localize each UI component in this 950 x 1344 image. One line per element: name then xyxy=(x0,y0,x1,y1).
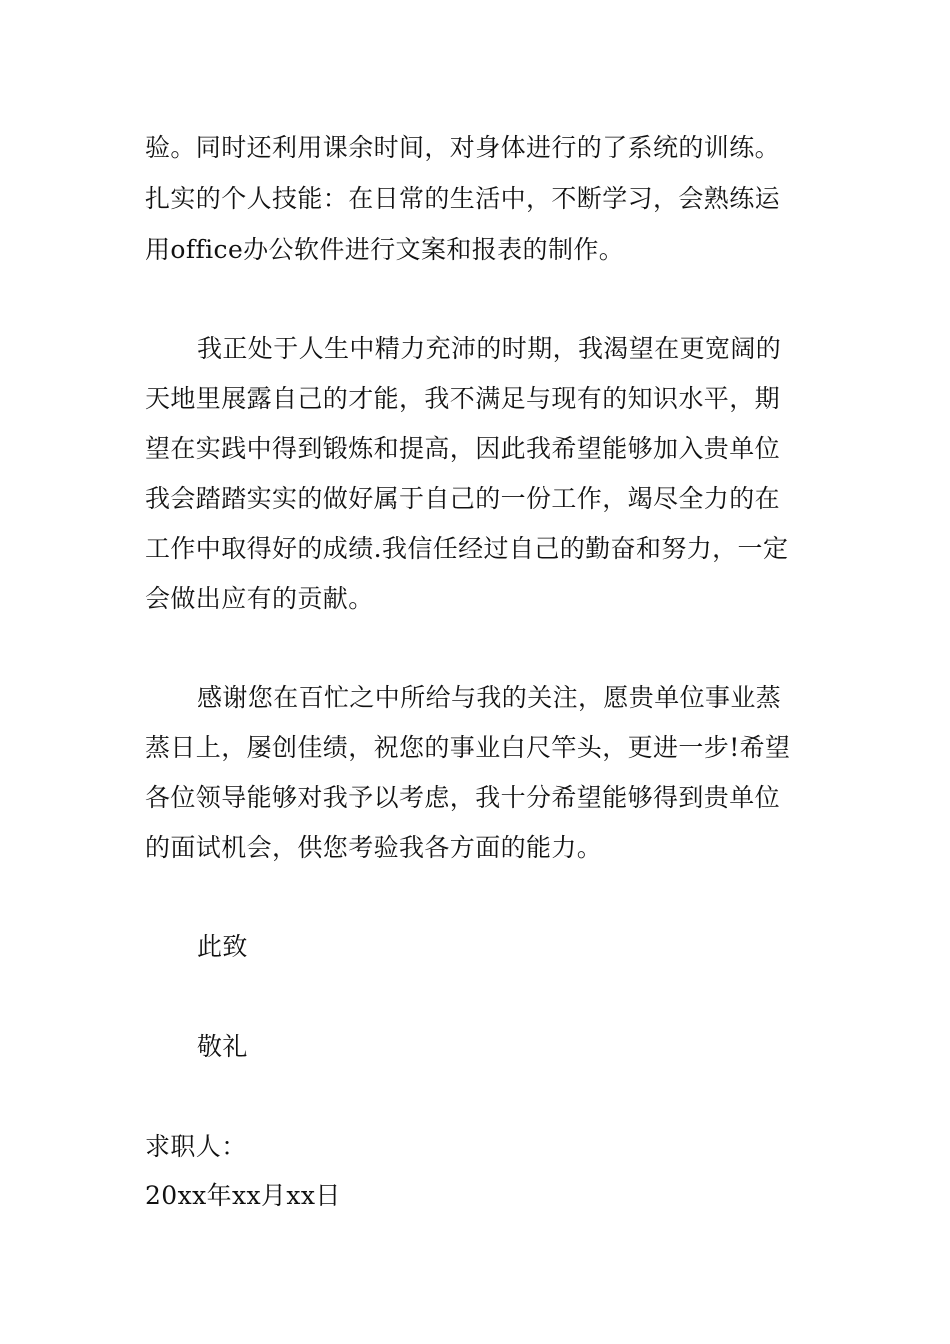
salutation: 此致 xyxy=(197,932,248,961)
paragraph3-line-1: 感谢您在百忙之中所给与我的关注，愿贵单位事业蒸 xyxy=(197,683,782,712)
paragraph2-line-1: 我正处于人生中精力充沛的时期，我渴望在更宽阔的 xyxy=(197,334,782,363)
paragraph1-line-2: 扎实的个人技能：在日常的生活中，不断学习，会熟练运 xyxy=(145,184,781,213)
paragraph1-line-3: 用office办公软件进行文案和报表的制作。 xyxy=(145,235,625,264)
paragraph2-line-3: 望在实践中得到锻炼和提高，因此我希望能够加入贵单位 xyxy=(145,434,781,463)
paragraph3-line-2: 蒸日上，屡创佳绩，祝您的事业白尺竿头，更进一步!希望 xyxy=(145,733,791,762)
paragraph2-line-6: 会做出应有的贡献。 xyxy=(145,584,374,613)
paragraph3-line-3: 各位领导能够对我予以考虑，我十分希望能够得到贵单位 xyxy=(145,783,781,812)
paragraph2-line-4: 我会踏踏实实的做好属于自己的一份工作，竭尽全力的在 xyxy=(145,484,781,513)
paragraph1-line-1: 验。同时还利用课余时间，对身体进行的了系统的训练。 xyxy=(145,133,781,162)
paragraph2-line-5: 工作中取得好的成绩.我信任经过自己的勤奋和努力，一定 xyxy=(145,534,789,563)
letter-date: 20xx年xx月xx日 xyxy=(145,1181,341,1210)
regards: 敬礼 xyxy=(197,1032,248,1061)
paragraph2-line-2: 天地里展露自己的才能，我不满足与现有的知识水平，期 xyxy=(145,384,781,413)
paragraph3-line-4: 的面试机会，供您考验我各方面的能力。 xyxy=(145,833,603,862)
applicant-label: 求职人： xyxy=(145,1132,247,1161)
